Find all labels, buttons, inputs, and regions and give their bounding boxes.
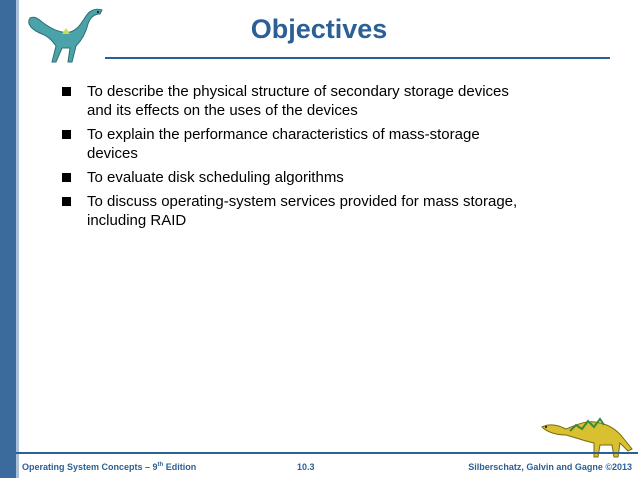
objectives-list (62, 82, 562, 235)
bullet-text-line: To evaluate disk scheduling algorithms (87, 169, 344, 186)
bullet-text-line: including RAID (87, 212, 187, 229)
footer-copyright: Silberschatz, Galvin and Gagne ©2013 (468, 462, 632, 472)
footer-edition-suffix: Edition (163, 462, 197, 472)
bullet-text-line: To discuss operating-system services provided for mass storage, (87, 193, 518, 210)
bullet-text-line: To explain the performance characteristics of mass-storage (87, 126, 480, 143)
square-bullet-icon (62, 197, 71, 206)
footer-divider (16, 452, 638, 454)
list-item (62, 168, 562, 187)
list-item (62, 82, 562, 120)
footer-edition-sup: th (157, 462, 164, 468)
square-bullet-icon (62, 130, 71, 139)
slide-title: Objectives (250, 14, 388, 44)
title-divider (105, 57, 610, 59)
square-bullet-icon (62, 87, 71, 96)
left-sidebar-highlight (16, 0, 19, 478)
square-bullet-icon (62, 173, 71, 182)
list-item (62, 125, 562, 163)
footer-book-text: Operating System Concepts – 9 (22, 462, 158, 472)
page-number: 10.3 (297, 462, 315, 472)
bullet-text-line: To describe the physical structure of secondary storage devices (87, 83, 509, 100)
left-sidebar-bar (0, 0, 16, 478)
list-item (62, 192, 562, 230)
bullet-text-line: and its effects on the uses of the devices (87, 102, 358, 119)
footer-book-title (22, 462, 196, 472)
bullet-text-line: devices (87, 145, 138, 162)
